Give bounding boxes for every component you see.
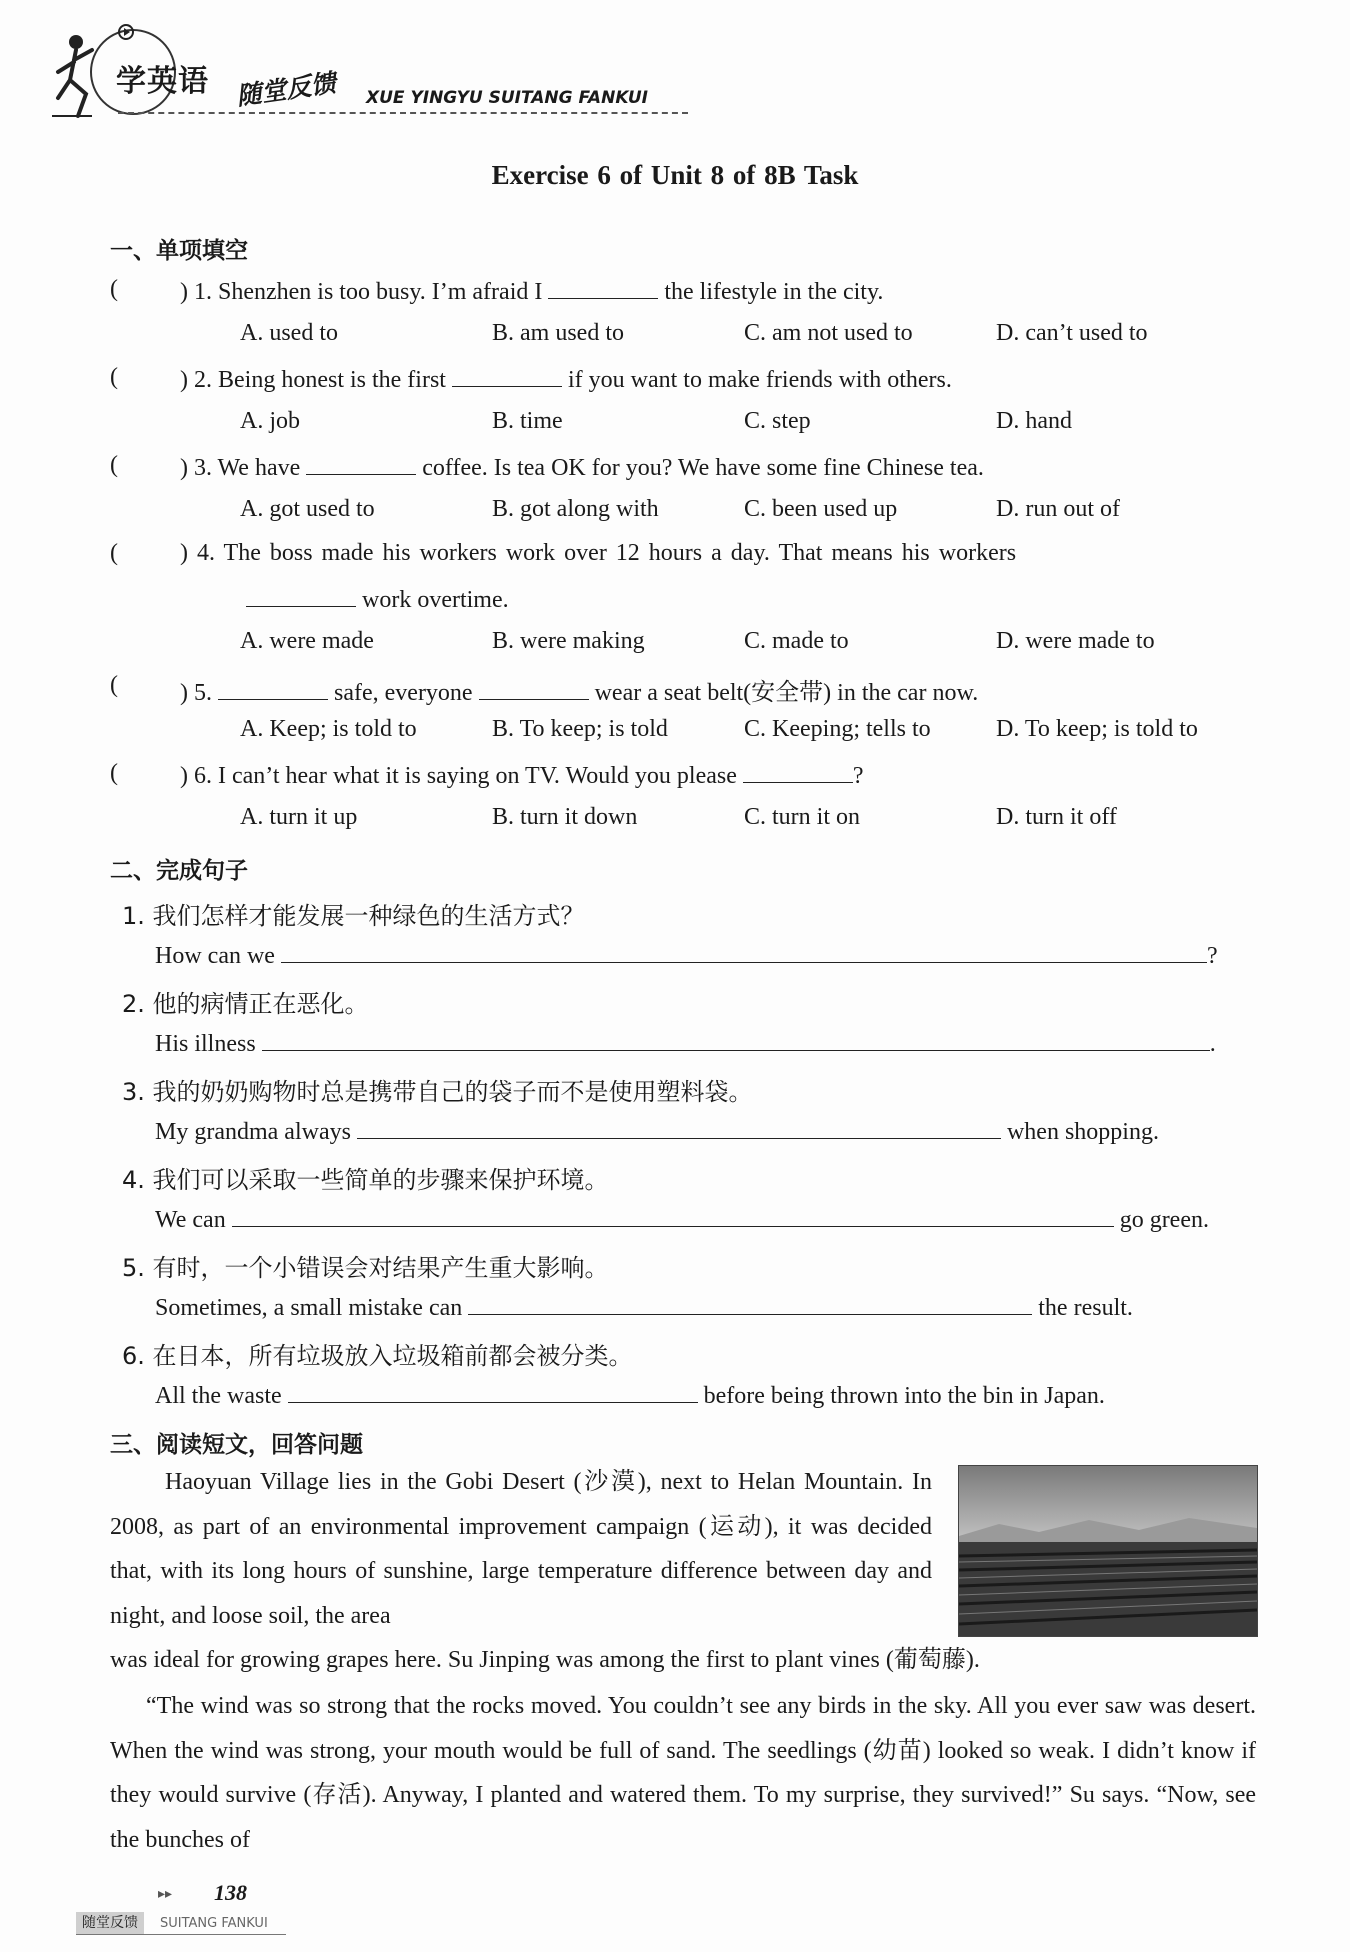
logo-english-text: XUE YINGYU SUITANG FANKUI	[366, 88, 649, 108]
sentence-4	[155, 1204, 1209, 1234]
page-arrow-icon: ▸▸	[158, 1886, 173, 1902]
answer-line[interactable]	[468, 1292, 1032, 1315]
sentence-suffix: .	[1209, 1031, 1216, 1057]
option-c: C. Keeping; tells to	[744, 716, 931, 742]
sentence-2	[155, 1028, 1216, 1058]
option-a: A. turn it up	[240, 804, 358, 830]
footer-tag-english: SUITANG FANKUI	[160, 1916, 268, 1931]
answer-paren: (	[110, 760, 118, 786]
question-text: safe, everyone	[334, 680, 473, 706]
sentence-4-chinese: 4. 我们可以采取一些简单的步骤来保护环境。	[122, 1166, 609, 1194]
option-d: D. run out of	[996, 496, 1120, 522]
answer-blank[interactable]	[246, 584, 356, 607]
answer-paren: (	[110, 364, 118, 390]
question-2	[180, 364, 952, 394]
sentence-6	[155, 1380, 1105, 1410]
option-d: D. were made to	[996, 628, 1155, 654]
option-a: A. used to	[240, 320, 338, 346]
answer-paren: (	[110, 276, 118, 302]
page-number: 138	[214, 1880, 247, 1905]
sentence-prefix: How can we	[155, 943, 275, 969]
option-b: B. got along with	[492, 496, 659, 522]
option-a: A. were made	[240, 628, 374, 654]
question-4: ) 4. The boss made his workers work over 12 hours a day. That means his workers	[180, 540, 1017, 566]
sentence-5	[155, 1292, 1133, 1322]
vineyard-photo	[958, 1465, 1258, 1637]
sentence-prefix: My grandma always	[155, 1119, 351, 1145]
question-text: coffee. Is tea OK for you? We have some fine Chinese tea.	[422, 455, 984, 481]
answer-blank[interactable]	[218, 677, 328, 700]
answer-blank[interactable]	[548, 276, 658, 299]
section-title-multiple-choice: 一、单项填空	[110, 238, 248, 264]
reading-paragraph-2: “The wind was so strong that the rocks moved. You couldn’t see any birds in the sky. All you ever saw was desert. When the wind was strong, your mouth would be full of sand. The seedlings (幼苗) looked so weak. I didn’t know if they would survive (存活). Anyway, I planted and watered them. To my surprise, they survived!” Su says. “Now, see the bunches of	[110, 1693, 1256, 1853]
page-title: Exercise 6 of Unit 8 of 8B Task	[491, 160, 859, 190]
sentence-suffix: before being thrown into the bin in Japan.	[703, 1383, 1105, 1409]
answer-line[interactable]	[357, 1116, 1001, 1139]
answer-line[interactable]	[281, 940, 1207, 963]
question-text: the lifestyle in the city.	[664, 279, 884, 305]
option-d: D. hand	[996, 408, 1072, 434]
option-d: D. can’t used to	[996, 320, 1148, 346]
option-c: C. step	[744, 408, 811, 434]
answer-blank[interactable]	[306, 452, 416, 475]
sentence-prefix: We can	[155, 1207, 226, 1233]
answer-line[interactable]	[232, 1204, 1114, 1227]
logo-main-text: 学英语	[116, 64, 209, 99]
answer-line[interactable]	[288, 1380, 698, 1403]
question-text: ) 6. I can’t hear what it is saying on TV. Would you please	[180, 763, 737, 789]
sentence-suffix: ?	[1206, 943, 1218, 969]
option-d: D. turn it off	[996, 804, 1117, 830]
answer-blank[interactable]	[743, 760, 853, 783]
option-c: C. made to	[744, 628, 849, 654]
sentence-2-chinese: 2. 他的病情正在恶化。	[122, 990, 369, 1018]
section-title-complete-sentences: 二、完成句子	[110, 858, 248, 884]
question-1	[180, 276, 883, 306]
sentence-suffix: when shopping.	[1006, 1119, 1159, 1145]
question-text: wear a seat belt(安全带) in the car now.	[594, 680, 979, 706]
answer-blank[interactable]	[479, 677, 589, 700]
reading-paragraph-1-end: was ideal for growing grapes here. Su Jinping was among the first to plant vines (葡萄藤).	[110, 1647, 980, 1673]
option-a: A. got used to	[240, 496, 375, 522]
question-text: ) 3. We have	[180, 455, 301, 481]
sentence-prefix: All the waste	[155, 1383, 282, 1409]
sentence-suffix: go green.	[1119, 1207, 1209, 1233]
answer-line[interactable]	[262, 1028, 1210, 1051]
question-text: ?	[852, 763, 864, 789]
sentence-6-chinese: 6. 在日本，所有垃圾放入垃圾箱前都会被分类。	[122, 1342, 633, 1370]
sentence-3-chinese: 3. 我的奶奶购物时总是携带自己的袋子而不是使用塑料袋。	[122, 1078, 753, 1106]
question-text: ) 2. Being honest is the first	[180, 367, 446, 393]
sentence-prefix: His illness	[155, 1031, 256, 1057]
sentence-1	[155, 940, 1218, 970]
section-title-reading: 三、阅读短文，回答问题	[110, 1432, 363, 1458]
question-text: ) 5.	[180, 680, 212, 706]
answer-paren: (	[110, 452, 118, 478]
header-divider	[118, 112, 688, 114]
option-a: A. Keep; is told to	[240, 716, 417, 742]
sentence-suffix: the result.	[1038, 1295, 1133, 1321]
question-4-cont	[246, 584, 509, 614]
answer-paren: (	[110, 540, 118, 566]
header-logo	[48, 20, 668, 130]
question-text: if you want to make friends with others.	[567, 367, 952, 393]
option-b: B. To keep; is told	[492, 716, 668, 742]
sentence-1-chinese: 1. 我们怎样才能发展一种绿色的生活方式？	[122, 902, 585, 930]
question-5	[180, 672, 978, 707]
question-6	[180, 760, 864, 790]
answer-paren: (	[110, 672, 118, 698]
option-b: B. turn it down	[492, 804, 638, 830]
sentence-5-chinese: 5. 有时，一个小错误会对结果产生重大影响。	[122, 1254, 609, 1282]
option-d: D. To keep; is told to	[996, 716, 1198, 742]
option-b: B. time	[492, 408, 563, 434]
question-text: work overtime.	[362, 587, 509, 613]
sentence-3	[155, 1116, 1159, 1146]
footer-divider	[76, 1934, 286, 1935]
option-a: A. job	[240, 408, 300, 434]
footer-tag: 随堂反馈	[76, 1912, 144, 1934]
option-b: B. were making	[492, 628, 645, 654]
option-c: C. been used up	[744, 496, 898, 522]
option-c: C. am not used to	[744, 320, 913, 346]
logo-sub-text: 随堂反馈	[234, 68, 338, 111]
question-text: ) 1. Shenzhen is too busy. I’m afraid I	[180, 279, 543, 305]
question-3	[180, 452, 984, 482]
answer-blank[interactable]	[452, 364, 562, 387]
sentence-prefix: Sometimes, a small mistake can	[155, 1295, 463, 1321]
reading-paragraph-1: Haoyuan Village lies in the Gobi Desert (沙漠), next to Helan Mountain. In 2008, as part of an environmental improvement campaign (运动), it was decided that, with its long hours of sunshine, large temperature difference between day and night, and loose soil, the area	[110, 1469, 932, 1629]
option-c: C. turn it on	[744, 804, 861, 830]
option-b: B. am used to	[492, 320, 624, 346]
